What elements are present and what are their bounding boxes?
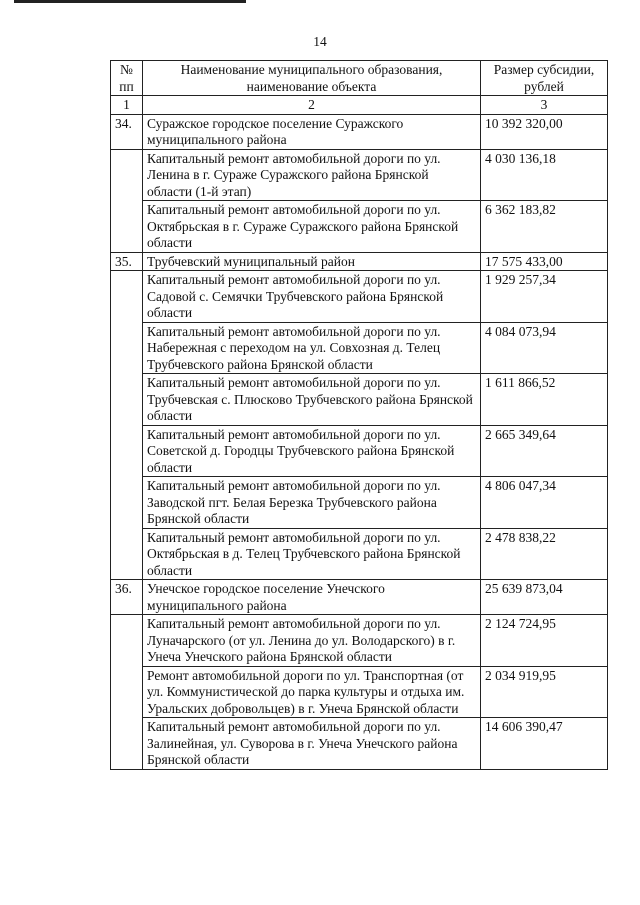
object-name: Капитальный ремонт автомобильной дороги по ул. Набережная с переходом на ул. Совхозная д. Телец Трубчевского района Брянской области xyxy=(143,322,481,374)
page-number: 14 xyxy=(313,34,327,49)
header-row xyxy=(111,61,608,96)
subsidy-amount: 4 084 073,94 xyxy=(481,322,608,374)
table-row xyxy=(111,425,608,477)
table-row xyxy=(111,374,608,426)
table-row xyxy=(111,528,608,580)
object-name: Капитальный ремонт автомобильной дороги по ул. Октябрьская в г. Сураже Суражского района Брянской области xyxy=(143,201,481,253)
subsidy-amount: 1 611 866,52 xyxy=(481,374,608,426)
table-row xyxy=(111,201,608,253)
object-name: Капитальный ремонт автомобильной дороги по ул. Советской д. Городцы Трубчевского района Брянской области xyxy=(143,425,481,477)
object-name: Капитальный ремонт автомобильной дороги по ул. Ленина в г. Сураже Суражского района Брянской области (1-й этап) xyxy=(143,149,481,201)
object-name: Капитальный ремонт автомобильной дороги по ул. Садовой с. Семячки Трубчевского района Брянской области xyxy=(143,271,481,323)
table-row-group xyxy=(111,580,608,615)
column-index-row xyxy=(111,96,608,115)
table-row-group xyxy=(111,252,608,271)
object-name: Унечское городское поселение Унечского муниципального района xyxy=(143,580,481,615)
subsidy-amount: 1 929 257,34 xyxy=(481,271,608,323)
row-number xyxy=(111,666,143,718)
subsidy-amount: 25 639 873,04 xyxy=(481,580,608,615)
subsidy-amount: 17 575 433,00 xyxy=(481,252,608,271)
table-row-group xyxy=(111,114,608,149)
table-row xyxy=(111,477,608,529)
object-name: Капитальный ремонт автомобильной дороги по ул. Октябрьская в д. Телец Трубчевского района Брянской области xyxy=(143,528,481,580)
row-number xyxy=(111,477,143,529)
subsidy-amount: 2 665 349,64 xyxy=(481,425,608,477)
column-index: 1 xyxy=(111,96,143,115)
subsidy-amount: 4 030 136,18 xyxy=(481,149,608,201)
header-num: № пп xyxy=(111,61,143,96)
row-number xyxy=(111,374,143,426)
subsidy-amount: 6 362 183,82 xyxy=(481,201,608,253)
table-row xyxy=(111,666,608,718)
row-number xyxy=(111,528,143,580)
object-name: Трубчевский муниципальный район xyxy=(143,252,481,271)
row-number: 34. xyxy=(111,114,143,149)
column-index: 3 xyxy=(481,96,608,115)
subsidy-amount: 14 606 390,47 xyxy=(481,718,608,770)
table-row xyxy=(111,149,608,201)
subsidy-amount: 10 392 320,00 xyxy=(481,114,608,149)
header-name: Наименование муниципального образования, наименование объекта xyxy=(143,61,481,96)
object-name: Капитальный ремонт автомобильной дороги по ул. Залинейная, ул. Суворова в г. Унеча Унечского района Брянской области xyxy=(143,718,481,770)
row-number xyxy=(111,718,143,770)
row-number xyxy=(111,271,143,323)
object-name: Капитальный ремонт автомобильной дороги по ул. Заводской пгт. Белая Березка Трубчевского района Брянской области xyxy=(143,477,481,529)
column-index: 2 xyxy=(143,96,481,115)
table-body xyxy=(111,114,608,769)
row-number xyxy=(111,322,143,374)
row-number: 35. xyxy=(111,252,143,271)
table-row xyxy=(111,615,608,667)
row-number xyxy=(111,149,143,201)
row-number xyxy=(111,615,143,667)
object-name: Капитальный ремонт автомобильной дороги по ул. Трубчевская с. Плюсково Трубчевского района Брянской области xyxy=(143,374,481,426)
row-number xyxy=(111,425,143,477)
row-number: 36. xyxy=(111,580,143,615)
subsidy-table xyxy=(110,60,608,770)
subsidy-amount: 2 478 838,22 xyxy=(481,528,608,580)
object-name: Суражское городское поселение Суражского муниципального района xyxy=(143,114,481,149)
top-rule xyxy=(14,0,246,3)
subsidy-amount: 4 806 047,34 xyxy=(481,477,608,529)
subsidy-amount: 2 034 919,95 xyxy=(481,666,608,718)
table-row xyxy=(111,271,608,323)
object-name: Ремонт автомобильной дороги по ул. Транспортная (от ул. Коммунистической до парка культуры и отдыха им. Уральских добровольцев) в г. Унеча Брянской области xyxy=(143,666,481,718)
table-row xyxy=(111,322,608,374)
subsidy-amount: 2 124 724,95 xyxy=(481,615,608,667)
header-amount: Размер субсидии, рублей xyxy=(481,61,608,96)
table-row xyxy=(111,718,608,770)
object-name: Капитальный ремонт автомобильной дороги по ул. Луначарского (от ул. Ленина до ул. Володарского) в г. Унеча Унечского района Брянской области xyxy=(143,615,481,667)
row-number xyxy=(111,201,143,253)
